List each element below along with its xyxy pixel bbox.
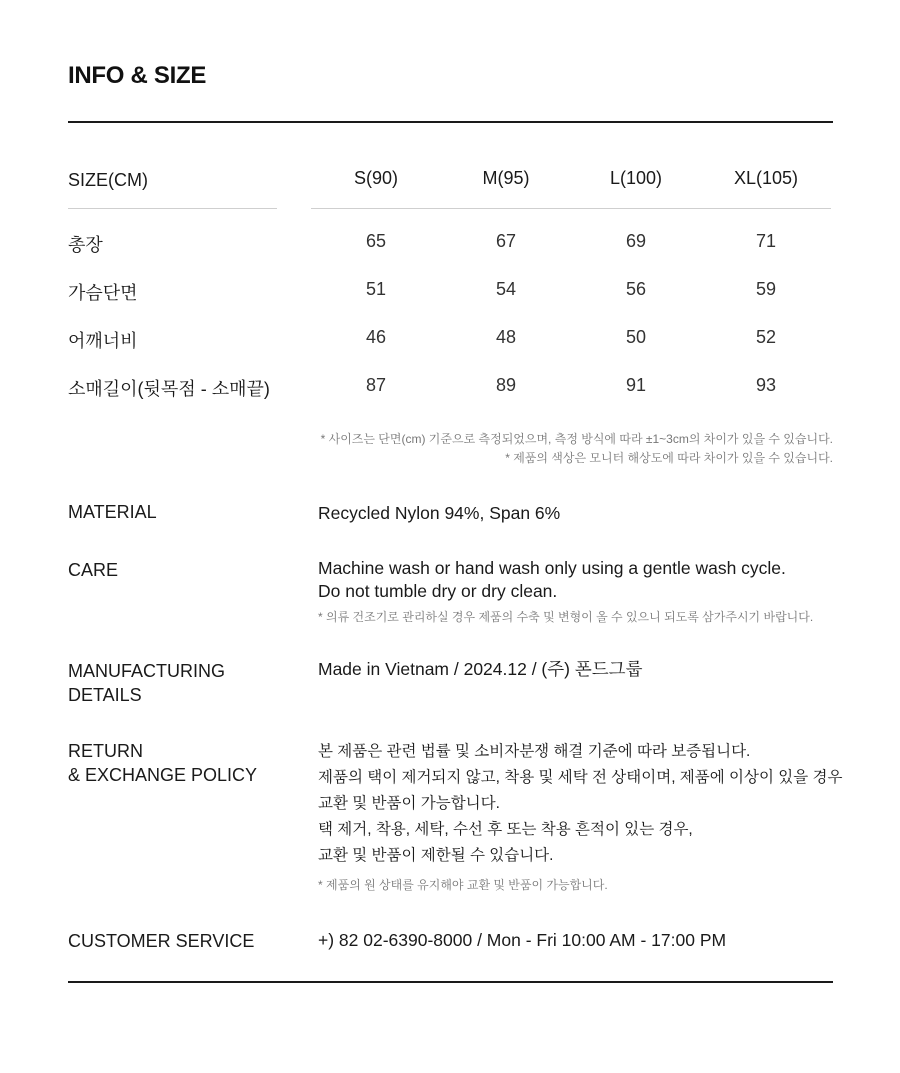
table-cell: 93 <box>755 375 777 395</box>
table-cell: 56 <box>625 279 647 299</box>
table-cell: 50 <box>625 327 647 347</box>
table-row <box>68 279 833 309</box>
customer-service-value: +) 82 02-6390-8000 / Mon - Fri 10:00 AM - 17:00 PM <box>318 930 727 950</box>
table-cell: 46 <box>365 327 387 347</box>
return-policy-label-line: RETURN <box>68 741 143 761</box>
return-policy-text <box>318 739 842 869</box>
row-label: 소매길이(뒷목점 - 소매끝) <box>68 379 270 399</box>
care-line: Machine wash or hand wash only using a gentle wash cycle. <box>318 558 786 578</box>
table-cell: 54 <box>495 279 517 299</box>
table-cell: 51 <box>365 279 387 299</box>
size-header-s: S(90) <box>353 168 398 188</box>
return-policy-line: 제품의 택이 제거되지 않고, 착용 및 세탁 전 상태이며, 제품에 이상이 있을 경우 <box>318 769 843 786</box>
row-label: 총장 <box>68 235 103 255</box>
care-value <box>318 557 786 603</box>
row-label: 어깨너비 <box>68 331 138 351</box>
page-title: INFO & SIZE <box>68 62 207 89</box>
table-cell: 91 <box>625 375 647 395</box>
table-row <box>68 327 833 357</box>
table-cell: 87 <box>365 375 387 395</box>
size-header-label: SIZE(CM) <box>68 170 148 190</box>
table-cell: 48 <box>495 327 517 347</box>
table-cell: 59 <box>755 279 777 299</box>
table-cell: 71 <box>755 231 777 251</box>
table-cell: 89 <box>495 375 517 395</box>
table-row <box>68 375 833 405</box>
table-row <box>68 231 833 261</box>
table-cell: 69 <box>625 231 647 251</box>
size-header-m: M(95) <box>482 168 530 188</box>
size-note-color: * 제품의 색상은 모니터 해상도에 따라 차이가 있을 수 있습니다. <box>505 451 833 465</box>
return-policy-label-line: & EXCHANGE POLICY <box>68 765 258 785</box>
header-divider-right <box>311 208 831 209</box>
manufacturing-label-line: DETAILS <box>68 685 142 705</box>
return-policy-note: * 제품의 원 상태를 유지해야 교환 및 반품이 가능합니다. <box>318 878 608 892</box>
row-label: 가슴단면 <box>68 283 138 303</box>
bottom-divider <box>68 981 833 983</box>
manufacturing-label-line: MANUFACTURING <box>68 661 225 681</box>
customer-service-label: CUSTOMER SERVICE <box>68 931 255 951</box>
material-label: MATERIAL <box>68 502 157 522</box>
size-header-xl: XL(105) <box>733 168 799 188</box>
return-policy-line: 교환 및 반품이 제한될 수 있습니다. <box>318 847 554 864</box>
return-policy-line: 본 제품은 관련 법률 및 소비자분쟁 해결 기준에 따라 보증됩니다. <box>318 743 751 760</box>
size-notes <box>321 430 833 468</box>
return-policy-label <box>68 739 257 787</box>
table-cell: 52 <box>755 327 777 347</box>
return-policy-line: 교환 및 반품이 가능합니다. <box>318 795 500 812</box>
manufacturing-value: Made in Vietnam / 2024.12 / (주) 폰드그룹 <box>318 659 643 679</box>
table-cell: 67 <box>495 231 517 251</box>
top-divider <box>68 121 833 123</box>
care-line: Do not tumble dry or dry clean. <box>318 581 558 601</box>
return-policy-line: 택 제거, 착용, 세탁, 수선 후 또는 착용 흔적이 있는 경우, <box>318 821 693 838</box>
care-note: * 의류 건조기로 관리하실 경우 제품의 수축 및 변형이 올 수 있으니 되도록 삼가주시기 바랍니다. <box>318 610 814 624</box>
material-value: Recycled Nylon 94%, Span 6% <box>318 503 561 523</box>
size-header-l: L(100) <box>609 168 663 188</box>
manufacturing-label <box>68 659 225 707</box>
care-label: CARE <box>68 560 119 580</box>
size-note-measurement: * 사이즈는 단면(cm) 기준으로 측정되었으며, 측정 방식에 따라 ±1~3cm의 차이가 있을 수 있습니다. <box>320 432 833 446</box>
table-cell: 65 <box>365 231 387 251</box>
header-divider-left <box>68 208 277 209</box>
